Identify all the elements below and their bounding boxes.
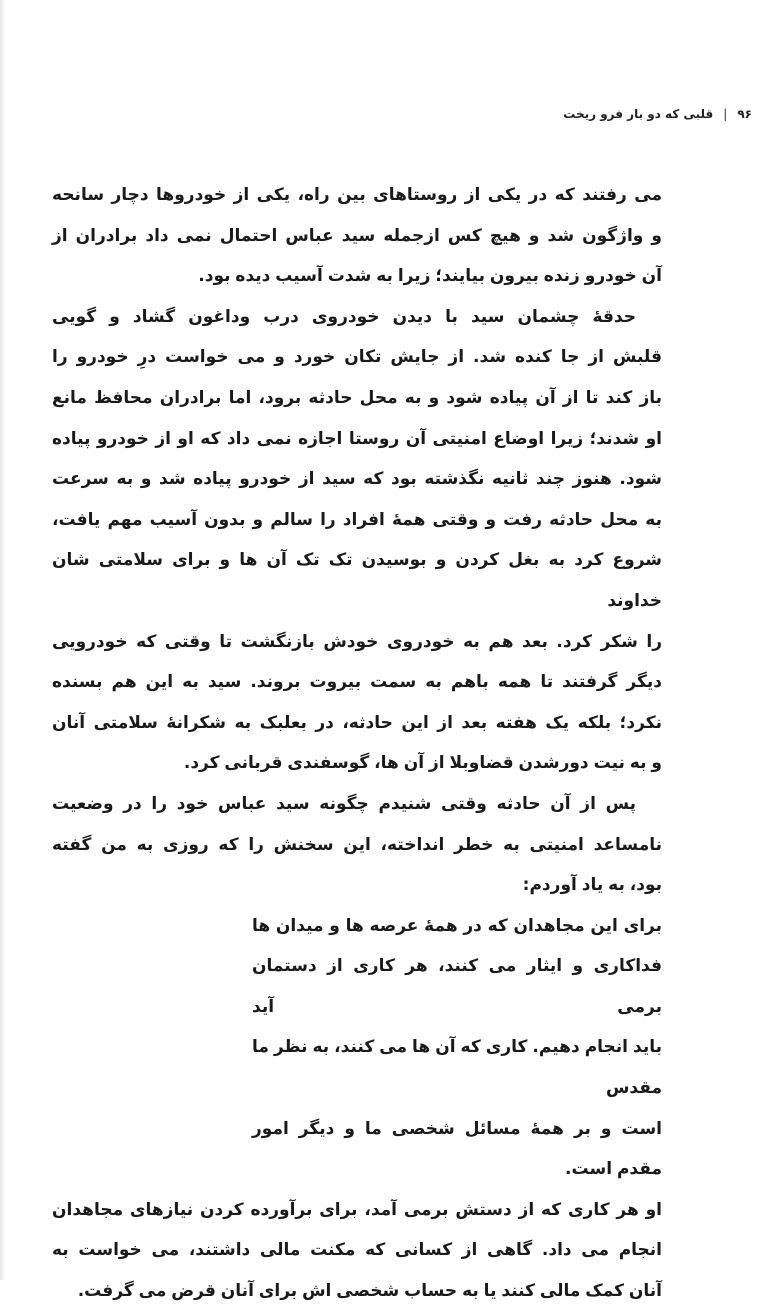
text-line: شروع کرد به بغل کردن و بوسیدن تک تک آن ها و برای سلامتی شان خداوند xyxy=(52,550,662,611)
running-header xyxy=(470,102,770,126)
block-quote xyxy=(252,906,662,1190)
text-line: دیگر گرفتند تا همه باهم به سمت بیروت بروند. سید به این هم بسنده xyxy=(52,672,662,693)
text-line: را شکر کرد. بعد هم به خودروی خودش بازنگشت تا وقتی که خودرویی xyxy=(52,631,662,652)
text-line: حدقهٔ چشمان سید با دیدن خودروی درب وداغون گشاد و گویی xyxy=(52,306,636,327)
quote-line: فداکاری و ایثار می کنند، هر کاری از دستمان برمی آید xyxy=(252,956,662,1017)
text-line: آن خودرو زنده بیرون بیایند؛ زیرا به شدت آسیب دیده بود. xyxy=(198,266,662,287)
page-body xyxy=(52,175,662,1312)
text-line: باز کند تا از آن پیاده شود و به محل حادثه برود، اما برادران محافظ مانع xyxy=(52,387,662,408)
paragraph-2 xyxy=(52,297,662,784)
text-line: نکرد؛ بلکه یک هفته بعد از این حادثه، در بعلبک به شکرانهٔ سلامتی آنان xyxy=(52,712,662,733)
text-line: آنان کمک مالی کنند یا به حساب شخصی اش برای آنان قرض می گرفت. xyxy=(77,1281,662,1302)
text-line: می رفتند که در یکی از روستاهای بین راه، یکی از خودروها دچار سانحه xyxy=(52,185,662,205)
paragraph-4 xyxy=(52,1190,662,1312)
text-line: و واژگون شد و هیچ کس ازجمله سید عباس احتمال نمی داد برادران از xyxy=(52,225,662,246)
text-line: قلبش از جا کنده شد. از جایش تکان خورد و می خواست درِ خودرو را xyxy=(52,347,662,368)
text-line: و به نیت دورشدن قضاوبلا از آن ها، گوسفندی قربانی کرد. xyxy=(183,753,662,774)
quote-line: است و بر همهٔ مسائل شخصی ما و دیگر امور مقدم است. xyxy=(252,1118,662,1180)
quote-line: باید انجام دهیم. کاری که آن ها می کنند، به نظر ما مقدس xyxy=(252,1037,662,1099)
paragraph-3 xyxy=(52,784,662,906)
text-line: پس از آن حادثه وقتی شنیدم چگونه سید عباس خود را در وضعیت xyxy=(52,793,636,814)
page-number: ۹۶ xyxy=(737,107,752,121)
paragraph-1 xyxy=(52,175,662,297)
page-edge-shadow xyxy=(0,0,6,1280)
text-line: انجام می داد. گاهی از کسانی که مکنت مالی داشتند، می خواست به xyxy=(52,1240,662,1261)
text-line: بود، به یاد آوردم: xyxy=(522,875,662,896)
text-line: او هر کاری که از دستش برمی آمد، برای برآورده کردن نیازهای مجاهدان xyxy=(52,1199,662,1220)
text-line: نامساعد امنیتی به خطر انداخته، این سخنش را که روزی به من گفته xyxy=(52,834,662,855)
book-title: قلبی که دو بار فرو ریخت xyxy=(563,107,714,121)
text-line: به محل حادثه رفت و وقتی همهٔ افراد را سالم و بدون آسیب مهم یافت، xyxy=(52,509,662,530)
header-separator: | xyxy=(723,107,728,121)
quote-line: برای این مجاهدان که در همهٔ عرصه ها و میدان ها xyxy=(252,915,662,936)
text-line: او شدند؛ زیرا اوضاع امنیتی آن روستا اجازه نمی داد که او از خودرو پیاده xyxy=(52,428,662,449)
text-line: شود. هنوز چند ثانیه نگذشته بود که سید از خودرو پیاده شد و به سرعت xyxy=(52,469,662,490)
